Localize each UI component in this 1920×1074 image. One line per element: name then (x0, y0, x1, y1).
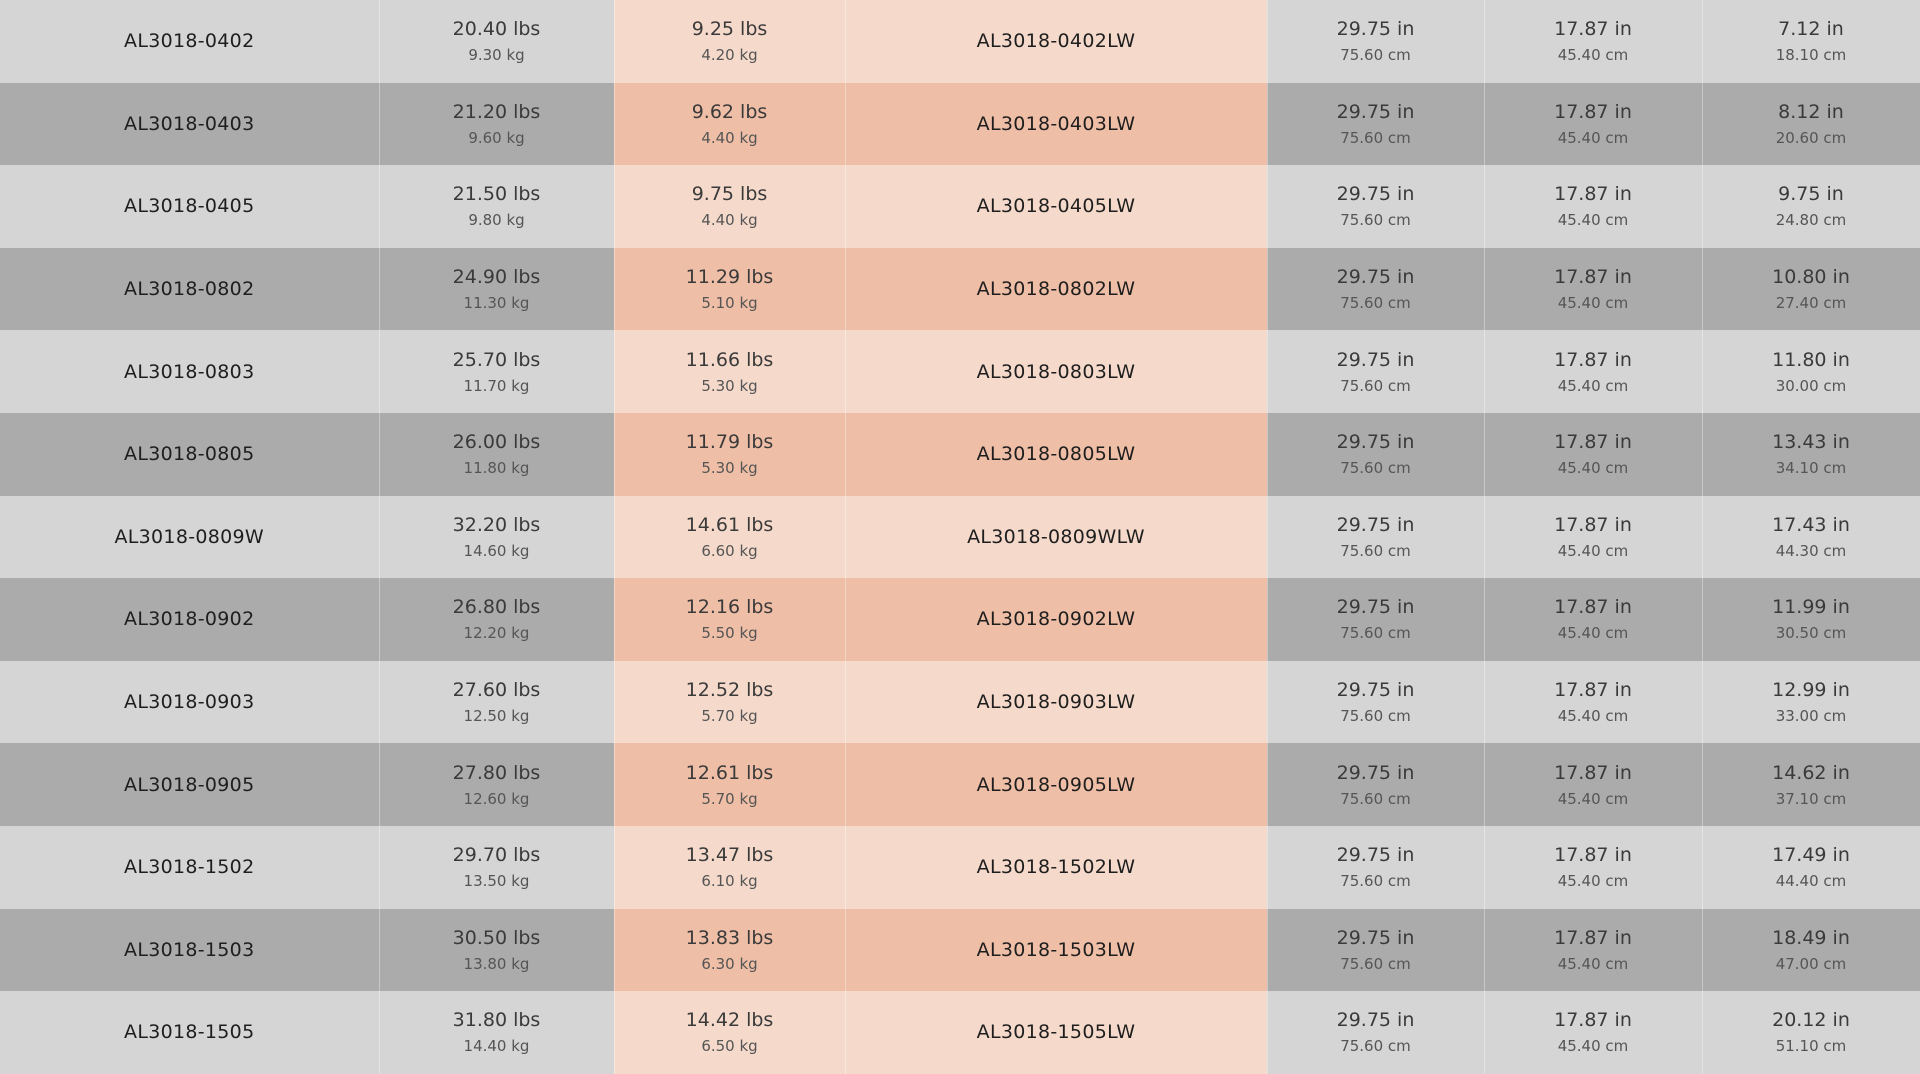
lw-weight-metric: 5.30 kg (701, 376, 758, 395)
dim-c-metric: 44.30 cm (1775, 541, 1847, 560)
lw-weight-cell (614, 496, 845, 579)
weight-metric: 9.60 kg (468, 128, 525, 147)
dim-a-metric: 75.60 cm (1340, 541, 1411, 560)
dim-b-metric: 45.40 cm (1557, 789, 1629, 808)
lw-model-cell (845, 413, 1267, 496)
lw-weight-metric: 4.20 kg (701, 46, 758, 65)
lw-weight-metric: 5.70 kg (701, 789, 758, 808)
dim-c-imperial: 18.49 in (1772, 926, 1850, 949)
dim-c-metric: 20.60 cm (1775, 128, 1847, 147)
dim-a-imperial: 29.75 in (1336, 266, 1415, 289)
weight-cell (379, 165, 614, 248)
dim-a-cell (1267, 909, 1484, 992)
dim-c-cell (1702, 413, 1920, 496)
weight-imperial: 27.80 lbs (452, 761, 541, 784)
weight-imperial: 26.80 lbs (452, 596, 541, 619)
dim-b-cell (1484, 83, 1702, 166)
dim-c-cell (1702, 83, 1920, 166)
weight-imperial: 21.50 lbs (452, 183, 541, 206)
dim-a-imperial: 29.75 in (1336, 926, 1415, 949)
lw-model-cell (845, 0, 1267, 83)
dim-c-imperial: 11.99 in (1772, 596, 1850, 619)
table-row (0, 413, 1920, 496)
dim-b-metric: 45.40 cm (1557, 624, 1629, 643)
dim-b-imperial: 17.87 in (1554, 348, 1632, 371)
dim-a-metric: 75.60 cm (1340, 459, 1411, 478)
lw-model-number: AL3018-0803LW (976, 360, 1136, 383)
dim-a-cell (1267, 330, 1484, 413)
lw-weight-imperial: 13.83 lbs (685, 926, 774, 949)
dim-b-cell (1484, 413, 1702, 496)
dim-c-metric: 24.80 cm (1775, 211, 1847, 230)
dim-b-cell (1484, 743, 1702, 826)
weight-imperial: 20.40 lbs (452, 18, 541, 41)
dim-a-metric: 75.60 cm (1340, 128, 1411, 147)
weight-cell (379, 743, 614, 826)
lw-weight-metric: 5.10 kg (701, 294, 758, 313)
dim-a-imperial: 29.75 in (1336, 761, 1415, 784)
model-number: AL3018-0902 (124, 608, 255, 631)
dim-b-cell (1484, 330, 1702, 413)
weight-cell (379, 413, 614, 496)
lw-weight-metric: 6.10 kg (701, 872, 758, 891)
dim-c-cell (1702, 661, 1920, 744)
dim-b-metric: 45.40 cm (1557, 294, 1629, 313)
model-cell (0, 83, 379, 166)
lw-model-cell (845, 83, 1267, 166)
dim-c-cell (1702, 578, 1920, 661)
dim-a-imperial: 29.75 in (1336, 348, 1415, 371)
dim-c-imperial: 13.43 in (1772, 431, 1850, 454)
lw-model-number: AL3018-0805LW (976, 443, 1136, 466)
lw-model-cell (845, 248, 1267, 331)
dim-b-imperial: 17.87 in (1554, 183, 1632, 206)
dim-c-cell (1702, 165, 1920, 248)
dim-b-imperial: 17.87 in (1554, 513, 1632, 536)
table-row (0, 0, 1920, 83)
dim-c-metric: 34.10 cm (1775, 459, 1847, 478)
weight-imperial: 29.70 lbs (452, 844, 541, 867)
dim-a-cell (1267, 248, 1484, 331)
dim-a-imperial: 29.75 in (1336, 183, 1415, 206)
weight-metric: 13.80 kg (463, 954, 530, 973)
dim-b-metric: 45.40 cm (1557, 211, 1629, 230)
lw-weight-cell (614, 413, 845, 496)
weight-imperial: 21.20 lbs (452, 100, 541, 123)
dim-a-cell (1267, 413, 1484, 496)
model-number: AL3018-0802 (124, 278, 255, 301)
dim-b-metric: 45.40 cm (1557, 46, 1629, 65)
dim-a-imperial: 29.75 in (1336, 844, 1415, 867)
weight-cell (379, 578, 614, 661)
dim-c-imperial: 12.99 in (1772, 679, 1850, 702)
dim-b-imperial: 17.87 in (1554, 100, 1632, 123)
weight-metric: 14.40 kg (463, 1037, 530, 1056)
weight-cell (379, 909, 614, 992)
lw-model-number: AL3018-0902LW (976, 608, 1136, 631)
model-cell (0, 413, 379, 496)
dim-c-metric: 51.10 cm (1775, 1037, 1847, 1056)
model-cell (0, 909, 379, 992)
model-number: AL3018-1502 (124, 856, 255, 879)
dim-c-cell (1702, 909, 1920, 992)
lw-weight-imperial: 13.47 lbs (685, 844, 774, 867)
dim-b-cell (1484, 826, 1702, 909)
dim-a-cell (1267, 165, 1484, 248)
dim-a-cell (1267, 661, 1484, 744)
dim-c-cell (1702, 743, 1920, 826)
lw-weight-metric: 6.30 kg (701, 954, 758, 973)
dim-b-metric: 45.40 cm (1557, 541, 1629, 560)
table-row (0, 330, 1920, 413)
lw-weight-metric: 6.60 kg (701, 541, 758, 560)
dim-c-cell (1702, 496, 1920, 579)
dim-b-imperial: 17.87 in (1554, 844, 1632, 867)
dim-a-imperial: 29.75 in (1336, 100, 1415, 123)
table-row (0, 248, 1920, 331)
weight-metric: 12.20 kg (463, 624, 530, 643)
dim-a-metric: 75.60 cm (1340, 376, 1411, 395)
lw-weight-imperial: 9.75 lbs (691, 183, 768, 206)
lw-model-number: AL3018-0405LW (976, 195, 1136, 218)
dim-a-imperial: 29.75 in (1336, 18, 1415, 41)
dim-a-cell (1267, 743, 1484, 826)
model-cell (0, 330, 379, 413)
model-cell (0, 743, 379, 826)
dim-b-cell (1484, 909, 1702, 992)
lw-weight-imperial: 14.61 lbs (685, 513, 774, 536)
dim-a-metric: 75.60 cm (1340, 707, 1411, 726)
dim-a-imperial: 29.75 in (1336, 431, 1415, 454)
lw-weight-imperial: 12.61 lbs (685, 761, 774, 784)
lw-weight-metric: 5.30 kg (701, 459, 758, 478)
dim-c-metric: 47.00 cm (1775, 954, 1847, 973)
weight-metric: 12.50 kg (463, 707, 530, 726)
table-row (0, 991, 1920, 1074)
lw-model-cell (845, 661, 1267, 744)
model-cell (0, 991, 379, 1074)
lw-weight-cell (614, 909, 845, 992)
model-cell (0, 578, 379, 661)
lw-model-number: AL3018-0403LW (976, 112, 1136, 135)
lw-weight-cell (614, 165, 845, 248)
lw-weight-cell (614, 578, 845, 661)
model-number: AL3018-0905 (124, 773, 255, 796)
weight-metric: 11.70 kg (463, 376, 530, 395)
table-row (0, 578, 1920, 661)
dim-c-imperial: 17.43 in (1772, 513, 1850, 536)
dim-a-metric: 75.60 cm (1340, 46, 1411, 65)
weight-cell (379, 0, 614, 83)
dim-b-cell (1484, 165, 1702, 248)
weight-imperial: 27.60 lbs (452, 679, 541, 702)
dim-b-metric: 45.40 cm (1557, 376, 1629, 395)
dim-a-metric: 75.60 cm (1340, 624, 1411, 643)
dim-a-cell (1267, 991, 1484, 1074)
weight-metric: 14.60 kg (463, 541, 530, 560)
weight-imperial: 24.90 lbs (452, 266, 541, 289)
dim-c-cell (1702, 991, 1920, 1074)
lw-weight-cell (614, 743, 845, 826)
weight-imperial: 26.00 lbs (452, 431, 541, 454)
model-number: AL3018-0809W (114, 525, 265, 548)
dim-c-imperial: 9.75 in (1778, 183, 1844, 206)
weight-metric: 11.80 kg (463, 459, 530, 478)
lw-weight-metric: 6.50 kg (701, 1037, 758, 1056)
dim-c-imperial: 7.12 in (1778, 18, 1844, 41)
dim-b-cell (1484, 578, 1702, 661)
dim-b-cell (1484, 248, 1702, 331)
dim-a-imperial: 29.75 in (1336, 596, 1415, 619)
model-cell (0, 496, 379, 579)
weight-metric: 11.30 kg (463, 294, 530, 313)
dim-a-cell (1267, 826, 1484, 909)
dim-b-metric: 45.40 cm (1557, 459, 1629, 478)
weight-imperial: 30.50 lbs (452, 926, 541, 949)
table-row (0, 909, 1920, 992)
dim-c-imperial: 8.12 in (1778, 100, 1844, 123)
weight-cell (379, 661, 614, 744)
weight-cell (379, 991, 614, 1074)
table-row (0, 743, 1920, 826)
dim-b-metric: 45.40 cm (1557, 707, 1629, 726)
weight-cell (379, 826, 614, 909)
lw-model-cell (845, 578, 1267, 661)
dim-b-metric: 45.40 cm (1557, 954, 1629, 973)
dim-a-imperial: 29.75 in (1336, 679, 1415, 702)
dim-b-imperial: 17.87 in (1554, 926, 1632, 949)
dim-b-imperial: 17.87 in (1554, 761, 1632, 784)
model-cell (0, 661, 379, 744)
dim-c-imperial: 17.49 in (1772, 844, 1850, 867)
weight-metric: 13.50 kg (463, 872, 530, 891)
dim-b-cell (1484, 661, 1702, 744)
dim-b-imperial: 17.87 in (1554, 679, 1632, 702)
lw-weight-cell (614, 991, 845, 1074)
dim-c-cell (1702, 248, 1920, 331)
weight-cell (379, 330, 614, 413)
weight-metric: 9.30 kg (468, 46, 525, 65)
dim-a-imperial: 29.75 in (1336, 513, 1415, 536)
weight-cell (379, 83, 614, 166)
dim-a-metric: 75.60 cm (1340, 954, 1411, 973)
model-number: AL3018-0803 (124, 360, 255, 383)
dim-a-metric: 75.60 cm (1340, 294, 1411, 313)
lw-weight-cell (614, 83, 845, 166)
table-row (0, 83, 1920, 166)
weight-cell (379, 248, 614, 331)
dim-b-imperial: 17.87 in (1554, 596, 1632, 619)
dim-c-imperial: 14.62 in (1772, 761, 1850, 784)
dim-b-cell (1484, 991, 1702, 1074)
model-cell (0, 165, 379, 248)
lw-model-number: AL3018-0809WLW (967, 525, 1145, 548)
lw-weight-imperial: 11.29 lbs (685, 266, 774, 289)
lw-model-number: AL3018-0903LW (976, 691, 1136, 714)
dim-b-imperial: 17.87 in (1554, 18, 1632, 41)
lw-model-cell (845, 826, 1267, 909)
table-row (0, 165, 1920, 248)
dim-c-cell (1702, 826, 1920, 909)
dim-a-imperial: 29.75 in (1336, 1009, 1415, 1032)
lw-model-number: AL3018-0802LW (976, 278, 1136, 301)
dim-c-cell (1702, 330, 1920, 413)
dim-a-cell (1267, 0, 1484, 83)
lw-model-number: AL3018-0402LW (976, 30, 1136, 53)
lw-weight-cell (614, 0, 845, 83)
dim-b-metric: 45.40 cm (1557, 1037, 1629, 1056)
model-cell (0, 826, 379, 909)
lw-weight-imperial: 11.79 lbs (685, 431, 774, 454)
dim-b-metric: 45.40 cm (1557, 872, 1629, 891)
lw-weight-imperial: 14.42 lbs (685, 1009, 774, 1032)
dim-b-metric: 45.40 cm (1557, 128, 1629, 147)
dim-a-metric: 75.60 cm (1340, 1037, 1411, 1056)
dim-c-metric: 30.50 cm (1775, 624, 1847, 643)
lw-model-cell (845, 743, 1267, 826)
lw-model-cell (845, 165, 1267, 248)
lw-weight-cell (614, 661, 845, 744)
dim-b-cell (1484, 496, 1702, 579)
dim-c-imperial: 11.80 in (1772, 348, 1850, 371)
lw-weight-cell (614, 826, 845, 909)
lw-weight-imperial: 9.25 lbs (691, 18, 768, 41)
dim-a-cell (1267, 496, 1484, 579)
dim-b-imperial: 17.87 in (1554, 1009, 1632, 1032)
lw-weight-metric: 4.40 kg (701, 211, 758, 230)
model-number: AL3018-0805 (124, 443, 255, 466)
lw-weight-metric: 5.50 kg (701, 624, 758, 643)
dim-c-imperial: 20.12 in (1772, 1009, 1850, 1032)
lw-model-cell (845, 496, 1267, 579)
model-number: AL3018-0903 (124, 691, 255, 714)
dim-b-imperial: 17.87 in (1554, 431, 1632, 454)
model-number: AL3018-0402 (124, 30, 255, 53)
lw-weight-imperial: 11.66 lbs (685, 348, 774, 371)
model-cell (0, 248, 379, 331)
lw-model-cell (845, 909, 1267, 992)
table-row (0, 661, 1920, 744)
dim-c-metric: 27.40 cm (1775, 294, 1847, 313)
dim-c-cell (1702, 0, 1920, 83)
dim-a-metric: 75.60 cm (1340, 789, 1411, 808)
lw-weight-cell (614, 330, 845, 413)
dim-a-cell (1267, 578, 1484, 661)
dim-b-cell (1484, 0, 1702, 83)
lw-model-number: AL3018-1503LW (976, 938, 1136, 961)
lw-model-number: AL3018-0905LW (976, 773, 1136, 796)
lw-weight-imperial: 12.52 lbs (685, 679, 774, 702)
lw-model-cell (845, 330, 1267, 413)
weight-imperial: 32.20 lbs (452, 513, 541, 536)
model-cell (0, 0, 379, 83)
dim-c-metric: 37.10 cm (1775, 789, 1847, 808)
dim-c-metric: 33.00 cm (1775, 707, 1847, 726)
model-number: AL3018-0405 (124, 195, 255, 218)
dim-c-metric: 30.00 cm (1775, 376, 1847, 395)
model-number: AL3018-1503 (124, 938, 255, 961)
dim-b-imperial: 17.87 in (1554, 266, 1632, 289)
lw-weight-metric: 5.70 kg (701, 707, 758, 726)
weight-metric: 12.60 kg (463, 789, 530, 808)
dim-c-metric: 44.40 cm (1775, 872, 1847, 891)
lw-weight-imperial: 12.16 lbs (685, 596, 774, 619)
lw-model-number: AL3018-1505LW (976, 1021, 1136, 1044)
dim-a-cell (1267, 83, 1484, 166)
weight-imperial: 25.70 lbs (452, 348, 541, 371)
weight-metric: 9.80 kg (468, 211, 525, 230)
lw-weight-metric: 4.40 kg (701, 128, 758, 147)
table-row (0, 826, 1920, 909)
model-number: AL3018-0403 (124, 112, 255, 135)
table-row (0, 496, 1920, 579)
dim-a-metric: 75.60 cm (1340, 211, 1411, 230)
lw-weight-imperial: 9.62 lbs (691, 100, 768, 123)
lw-model-cell (845, 991, 1267, 1074)
weight-cell (379, 496, 614, 579)
lw-weight-cell (614, 248, 845, 331)
dim-a-metric: 75.60 cm (1340, 872, 1411, 891)
model-number: AL3018-1505 (124, 1021, 255, 1044)
weight-imperial: 31.80 lbs (452, 1009, 541, 1032)
dim-c-imperial: 10.80 in (1772, 266, 1850, 289)
lw-model-number: AL3018-1502LW (976, 856, 1136, 879)
dim-c-metric: 18.10 cm (1775, 46, 1847, 65)
